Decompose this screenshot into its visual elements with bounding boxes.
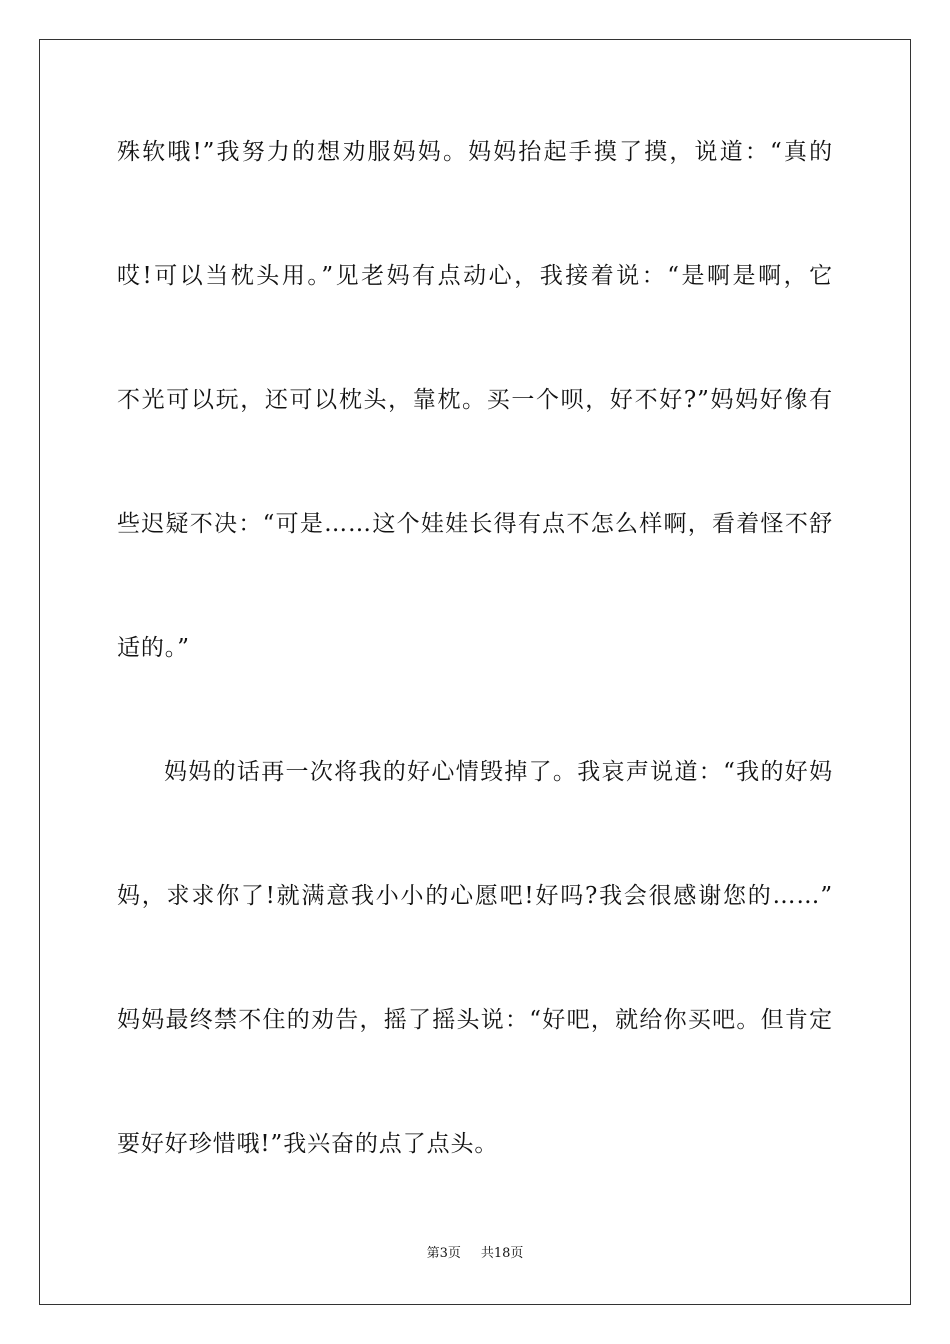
text-line-3: 不光可以玩，还可以枕头，靠枕。买一个呗，好不好?”妈妈好像有 bbox=[117, 387, 833, 413]
text-line-9: 要好好珍惜哦!”我兴奋的点了点头。 bbox=[117, 1131, 499, 1157]
total-pages: 共18页 bbox=[480, 1246, 524, 1261]
text-line-2: 哎!可以当枕头用。”见老妈有点动心，我接着说：“是啊是啊，它 bbox=[117, 263, 833, 289]
text-line-7: 妈，求求你了!就满意我小小的心愿吧!好吗?我会很感谢您的……” bbox=[117, 883, 833, 909]
text-line-6-indented: 妈妈的话再一次将我的好心情毁掉了。我哀声说道：“我的好妈 bbox=[164, 759, 833, 785]
text-line-4: 些迟疑不决：“可是……这个娃娃长得有点不怎么样啊，看着怪不舒 bbox=[117, 511, 833, 537]
page-number: 第3页 bbox=[426, 1246, 461, 1261]
text-line-1: 殊软哦!”我努力的想劝服妈妈。妈妈抬起手摸了摸，说道：“真的 bbox=[117, 139, 833, 165]
page-footer bbox=[0, 1246, 950, 1262]
page-border bbox=[39, 39, 911, 1305]
text-line-5: 适的。” bbox=[117, 635, 190, 661]
text-line-8: 妈妈最终禁不住的劝告，摇了摇头说：“好吧，就给你买吧。但肯定 bbox=[117, 1007, 833, 1033]
